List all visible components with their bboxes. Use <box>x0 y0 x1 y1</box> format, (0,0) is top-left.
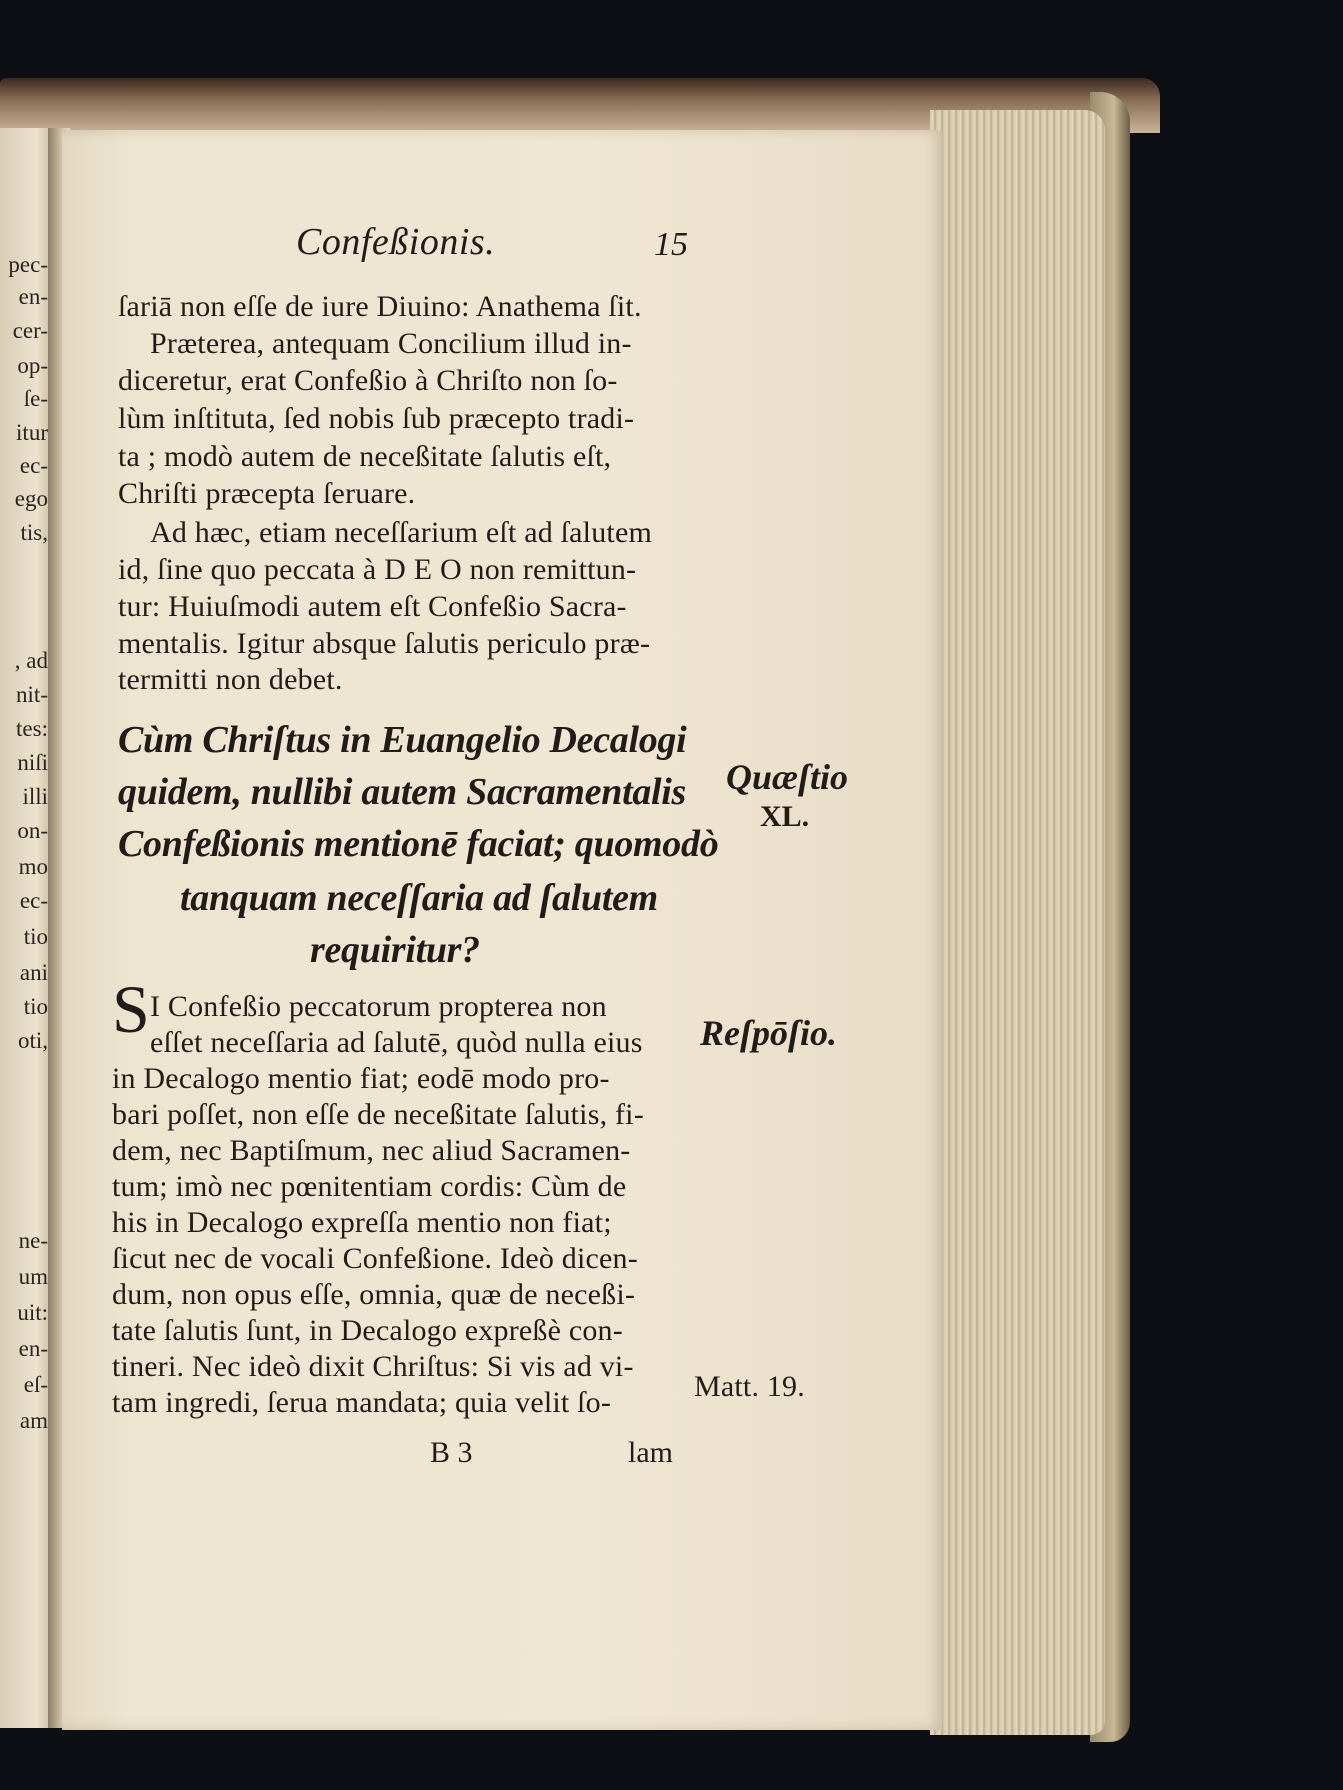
left-fragment: , ad <box>14 648 48 673</box>
left-page <box>0 128 52 1728</box>
text-line: tam ingredi, ſerua mandata; quia velit ſo- <box>112 1386 612 1419</box>
left-fragment: um <box>18 1264 48 1289</box>
question-line: Cùm Chriſtus in Euangelio Decalogi <box>118 719 687 761</box>
page-block-edges <box>930 110 1105 1735</box>
text-line: tineri. Nec ideò dixit Chriſtus: Si vis ad vi- <box>112 1350 634 1383</box>
signature-mark: B 3 <box>430 1436 473 1469</box>
left-fragment: uit: <box>17 1300 48 1325</box>
left-fragment: tio <box>23 924 48 949</box>
text-line: in Decalogo mentio fiat; eodē modo pro- <box>112 1062 610 1095</box>
left-fragment: tes: <box>16 716 48 741</box>
text-line: ta ; modò autem de neceßitate ſalutis eſt, <box>118 440 612 473</box>
text-line: id, ſine quo peccata à D E O non remittun- <box>118 553 637 586</box>
left-fragment: ne- <box>18 1228 48 1253</box>
left-fragment: eſ- <box>23 1372 48 1397</box>
left-fragment: pec- <box>8 252 48 277</box>
left-fragment: en- <box>18 284 48 309</box>
question-line: quidem, nullibi autem Sacramentalis <box>118 771 687 813</box>
left-fragment: niſi <box>17 750 48 775</box>
left-fragment: ani <box>19 960 48 985</box>
margin-quaestio-label: Quæſtio <box>726 757 849 797</box>
question-line: requiritur? <box>310 929 480 971</box>
margin-responsio-label: Reſpōſio. <box>700 1013 837 1053</box>
text-line: Præterea, antequam Concilium illud in- <box>150 327 632 360</box>
text-line: dum, non opus eſſe, omnia, quæ de neceßi- <box>112 1278 636 1311</box>
text-line: mentalis. Igitur absque ſalutis periculo præ- <box>118 627 651 660</box>
left-fragment: ſe- <box>23 386 48 411</box>
left-fragment: illi <box>22 784 48 809</box>
left-fragment: cer- <box>12 318 48 343</box>
left-fragment: en- <box>18 1336 48 1361</box>
left-fragment: mo <box>18 854 48 879</box>
drop-cap: S <box>112 971 150 1047</box>
left-fragment: nit- <box>16 682 48 707</box>
question-line: tanquam neceſſaria ad ſalutem <box>180 877 658 919</box>
text-line: his in Decalogo expreſſa mentio non fiat; <box>112 1206 612 1239</box>
text-line: bari poſſet, non eſſe de neceßitate ſalutis, fi- <box>112 1098 644 1131</box>
left-fragment: tio <box>23 994 48 1019</box>
left-fragment: ec- <box>19 453 48 478</box>
left-fragment: ego <box>14 486 48 511</box>
text-line: Chriſti præcepta ſeruare. <box>118 477 416 510</box>
left-fragment: op- <box>17 353 48 378</box>
question-line: Confeßionis mentionē faciat; quomodò <box>118 823 719 865</box>
text-line: termitti non debet. <box>118 663 343 696</box>
folio-number: 15 <box>654 226 688 263</box>
text-line: diceretur, erat Confeßio à Chriſto non ſo- <box>118 364 618 397</box>
left-fragment: itur <box>16 420 48 445</box>
text-line: tur: Huiuſmodi autem eſt Confeßio Sacra- <box>118 590 627 623</box>
left-fragment: on- <box>17 818 48 843</box>
margin-citation: Matt. 19. <box>694 1370 805 1403</box>
catchword: lam <box>628 1436 673 1469</box>
text-line: ſicut nec de vocali Confeßione. Ideò dicen- <box>112 1242 638 1275</box>
running-head: Confeßionis. <box>296 221 496 263</box>
text-line: tum; imò nec pœnitentiam cordis: Cùm de <box>112 1170 627 1203</box>
left-fragment: tis, <box>20 520 48 545</box>
margin-quaestio-number: XL. <box>760 800 810 833</box>
left-fragment: ec- <box>19 888 48 913</box>
text-line: I Confeßio peccatorum propterea non <box>150 990 607 1023</box>
left-fragment: oti, <box>17 1028 48 1053</box>
text-line: lùm inſtituta, ſed nobis ſub præcepto tradi- <box>118 402 635 435</box>
text-line: eſſet neceſſaria ad ſalutē, quòd nulla eius <box>150 1026 643 1059</box>
left-fragment: am <box>19 1408 48 1433</box>
text-line: tate ſalutis ſunt, in Decalogo expreßè con- <box>112 1314 623 1347</box>
text-line: ſariā non eſſe de iure Diuino: Anathema ſit. <box>118 290 642 323</box>
text-line: dem, nec Baptiſmum, nec aliud Sacramen- <box>112 1134 631 1167</box>
text-line: Ad hæc, etiam neceſſarium eſt ad ſalutem <box>150 516 652 549</box>
